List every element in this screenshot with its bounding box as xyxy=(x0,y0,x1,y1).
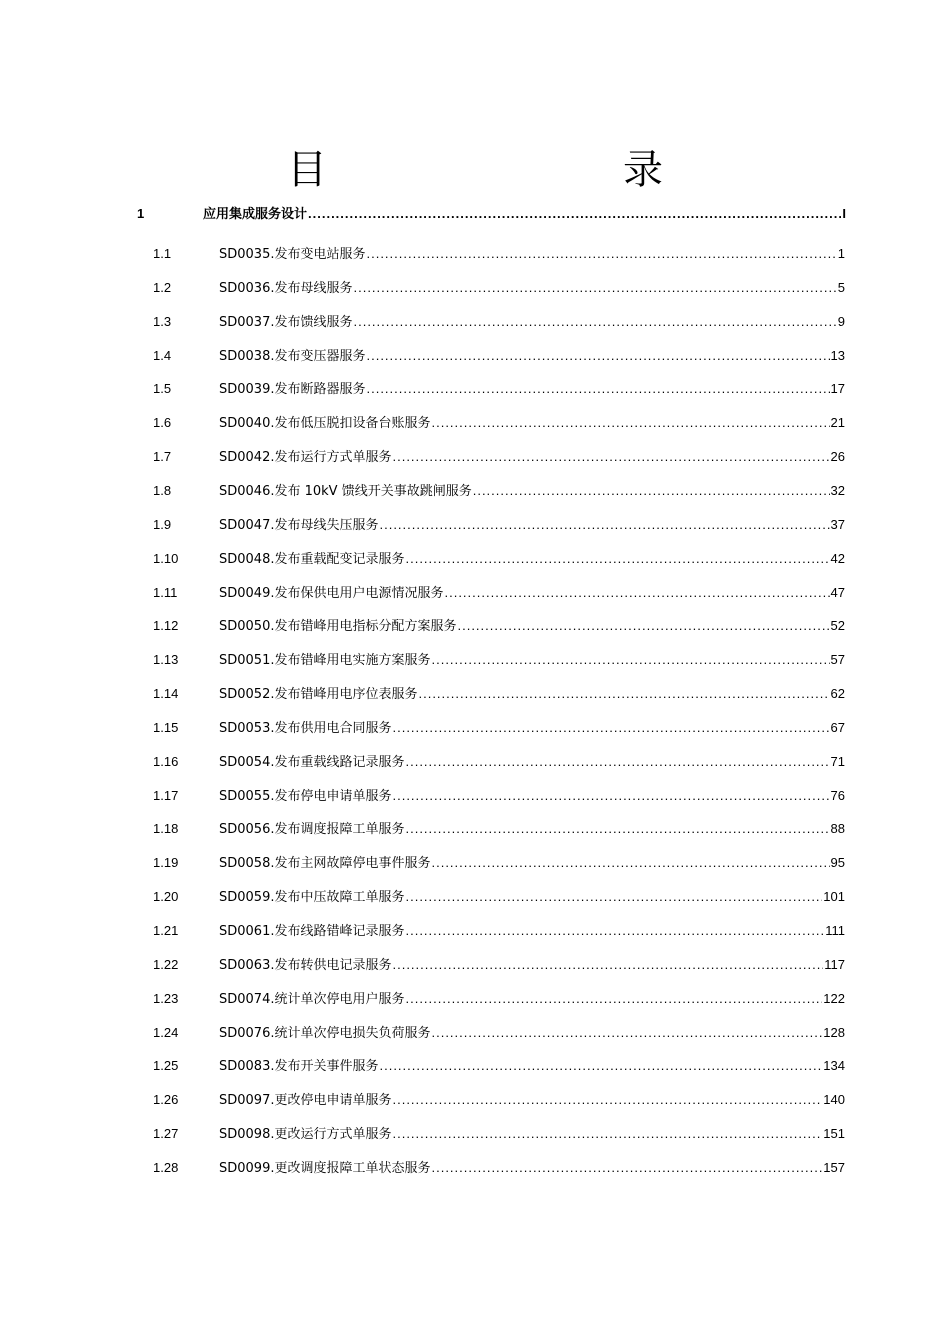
toc-page-number: 71 xyxy=(830,754,845,769)
toc-entry-row[interactable] xyxy=(0,716,950,740)
toc-entry-row[interactable] xyxy=(0,614,950,638)
toc-number: 1.15 xyxy=(153,720,179,735)
toc-page-number: 37 xyxy=(830,517,845,532)
toc-dot-leader xyxy=(366,242,836,266)
toc-entry-row[interactable] xyxy=(0,885,950,909)
toc-dot-leader xyxy=(444,581,829,605)
toc-page-number: 13 xyxy=(830,348,845,363)
toc-page-number: I xyxy=(842,206,846,221)
toc-page-number: 9 xyxy=(837,314,845,329)
toc-heading-text: SD0054.发布重载线路记录服务 xyxy=(219,755,405,770)
toc-entry-row[interactable] xyxy=(0,276,950,300)
toc-heading-text: SD0051.发布错峰用电实施方案服务 xyxy=(219,653,431,668)
toc-page-number: 52 xyxy=(830,618,845,633)
toc-entry-row[interactable] xyxy=(0,851,950,875)
toc-number: 1.3 xyxy=(153,314,172,329)
toc-page-number: 5 xyxy=(837,280,845,295)
toc-heading-text: SD0038.发布变压器服务 xyxy=(219,349,366,364)
toc-entry-row[interactable] xyxy=(0,445,950,469)
toc-heading-text: SD0039.发布断路器服务 xyxy=(219,382,366,397)
toc-number: 1.21 xyxy=(153,923,179,938)
toc-number: 1.22 xyxy=(153,957,179,972)
toc-heading-text: SD0076.统计单次停电损失负荷服务 xyxy=(219,1026,431,1041)
toc-page-number: 32 xyxy=(830,483,845,498)
toc-number: 1.19 xyxy=(153,855,179,870)
toc-page-number: 157 xyxy=(823,1160,845,1175)
toc-number: 1.4 xyxy=(153,348,172,363)
toc-page-number: 76 xyxy=(830,788,845,803)
toc-heading-text: SD0058.发布主网故障停电事件服务 xyxy=(219,856,431,871)
toc-dot-leader xyxy=(405,750,829,774)
toc-entry-row[interactable] xyxy=(0,310,950,334)
toc-entry-row[interactable] xyxy=(0,411,950,435)
toc-dot-leader xyxy=(431,1156,822,1180)
toc-entry-row[interactable] xyxy=(0,1156,950,1180)
toc-title: 目 录 xyxy=(287,147,735,193)
toc-heading-text: SD0083.发布开关事件服务 xyxy=(219,1059,379,1074)
toc-page-number: 67 xyxy=(830,720,845,735)
toc-heading-text: SD0037.发布馈线服务 xyxy=(219,315,353,330)
toc-number: 1.9 xyxy=(153,517,172,532)
toc-dot-leader xyxy=(392,784,829,808)
toc-number: 1.10 xyxy=(153,551,179,566)
toc-dot-leader xyxy=(431,851,829,875)
toc-dot-leader xyxy=(457,614,829,638)
toc-page-number: 95 xyxy=(830,855,845,870)
toc-entry-row[interactable] xyxy=(0,1088,950,1112)
toc-entry-row[interactable] xyxy=(0,953,950,977)
toc-heading-text: 应用集成服务设计 xyxy=(203,207,308,222)
toc-dot-leader xyxy=(392,716,829,740)
toc-number: 1.13 xyxy=(153,652,179,667)
toc-dot-leader xyxy=(392,1088,822,1112)
toc-entry-row[interactable] xyxy=(0,513,950,537)
toc-dot-leader xyxy=(405,817,829,841)
toc-heading-text: SD0047.发布母线失压服务 xyxy=(219,518,379,533)
toc-heading-text: SD0063.发布转供电记录服务 xyxy=(219,958,392,973)
toc-dot-leader xyxy=(379,513,829,537)
toc-entry-row[interactable] xyxy=(0,648,950,672)
toc-heading-text: SD0040.发布低压脱扣设备台账服务 xyxy=(219,416,431,431)
toc-page-number: 47 xyxy=(830,585,845,600)
toc-dot-leader xyxy=(418,682,829,706)
toc-heading-text: SD0050.发布错峰用电指标分配方案服务 xyxy=(219,619,457,634)
toc-entry-row[interactable] xyxy=(0,682,950,706)
toc-dot-leader xyxy=(353,310,836,334)
toc-heading-text: SD0052.发布错峰用电序位表服务 xyxy=(219,687,418,702)
toc-dot-leader xyxy=(392,445,829,469)
toc-entry-row[interactable] xyxy=(0,919,950,943)
toc-heading-text: SD0036.发布母线服务 xyxy=(219,281,353,296)
toc-number: 1.7 xyxy=(153,449,172,464)
toc-dot-leader xyxy=(392,953,823,977)
toc-page-number: 101 xyxy=(823,889,845,904)
toc-entry-row[interactable] xyxy=(0,750,950,774)
toc-page-number: 17 xyxy=(830,381,845,396)
toc-number: 1.11 xyxy=(153,585,178,600)
toc-entry-row[interactable] xyxy=(0,817,950,841)
toc-heading-text: SD0099.更改调度报障工单状态服务 xyxy=(219,1161,431,1176)
toc-number: 1 xyxy=(137,206,145,221)
toc-dot-leader xyxy=(431,648,829,672)
toc-page-number: 1 xyxy=(837,246,845,261)
toc-page-number: 42 xyxy=(830,551,845,566)
toc-page-number: 62 xyxy=(830,686,845,701)
toc-entry-row[interactable] xyxy=(0,344,950,368)
toc-entry-row[interactable] xyxy=(0,1122,950,1146)
toc-dot-leader xyxy=(366,377,829,401)
toc-number: 1.1 xyxy=(153,246,172,261)
toc-number: 1.24 xyxy=(153,1025,179,1040)
toc-heading-text: SD0098.更改运行方式单服务 xyxy=(219,1127,392,1142)
toc-number: 1.5 xyxy=(153,381,172,396)
toc-dot-leader xyxy=(353,276,836,300)
toc-heading-text: SD0056.发布调度报障工单服务 xyxy=(219,822,405,837)
toc-number: 1.17 xyxy=(153,788,179,803)
toc-heading-text: SD0046.发布 10kV 馈线开关事故跳闸服务 xyxy=(219,484,472,499)
toc-heading-text: SD0097.更改停电申请单服务 xyxy=(219,1093,392,1108)
toc-entry-row[interactable] xyxy=(0,1021,950,1045)
toc-number: 1.26 xyxy=(153,1092,179,1107)
toc-entry-row[interactable] xyxy=(0,547,950,571)
toc-entry-row[interactable] xyxy=(0,581,950,605)
toc-heading-text: SD0059.发布中压故障工单服务 xyxy=(219,890,405,905)
toc-page-number: 140 xyxy=(823,1092,845,1107)
toc-dot-leader xyxy=(405,885,822,909)
toc-entry-row[interactable] xyxy=(0,242,950,266)
toc-dot-leader xyxy=(473,479,830,503)
toc-section-row[interactable] xyxy=(0,202,950,226)
toc-heading-text: SD0035.发布变电站服务 xyxy=(219,247,366,262)
toc-page-number: 151 xyxy=(823,1126,845,1141)
toc-page-number: 117 xyxy=(824,957,845,972)
toc-dot-leader xyxy=(379,1054,822,1078)
toc-dot-leader xyxy=(392,1122,822,1146)
toc-dot-leader xyxy=(405,547,829,571)
toc-number: 1.6 xyxy=(153,415,172,430)
toc-dot-leader xyxy=(405,987,822,1011)
toc-number: 1.28 xyxy=(153,1160,179,1175)
toc-dot-leader xyxy=(431,411,829,435)
toc-heading-text: SD0074.统计单次停电用户服务 xyxy=(219,992,405,1007)
toc-number: 1.2 xyxy=(153,280,172,295)
toc-number: 1.20 xyxy=(153,889,179,904)
toc-number: 1.25 xyxy=(153,1058,179,1073)
toc-entry-row[interactable] xyxy=(0,1054,950,1078)
toc-heading-text: SD0049.发布保供电用户电源情况服务 xyxy=(219,586,444,601)
toc-number: 1.16 xyxy=(153,754,179,769)
toc-heading-text: SD0053.发布供用电合同服务 xyxy=(219,721,392,736)
toc-page-number: 26 xyxy=(830,449,845,464)
toc-number: 1.14 xyxy=(153,686,179,701)
toc-page-number: 111 xyxy=(825,923,845,938)
toc-number: 1.27 xyxy=(153,1126,179,1141)
toc-entry-row[interactable] xyxy=(0,479,950,503)
toc-dot-leader xyxy=(405,919,824,943)
toc-dot-leader xyxy=(366,344,829,368)
toc-dot-leader xyxy=(431,1021,822,1045)
toc-dot-leader xyxy=(308,202,841,226)
toc-page-number: 21 xyxy=(830,415,845,430)
toc-number: 1.8 xyxy=(153,483,172,498)
toc-entry-row[interactable] xyxy=(0,377,950,401)
toc-heading-text: SD0042.发布运行方式单服务 xyxy=(219,450,392,465)
toc-entry-row[interactable] xyxy=(0,987,950,1011)
toc-page-number: 88 xyxy=(830,821,845,836)
toc-heading-text: SD0061.发布线路错峰记录服务 xyxy=(219,924,405,939)
toc-heading-text: SD0048.发布重载配变记录服务 xyxy=(219,552,405,567)
toc-page-number: 128 xyxy=(823,1025,845,1040)
toc-page-number: 134 xyxy=(823,1058,845,1073)
toc-number: 1.23 xyxy=(153,991,179,1006)
toc-page-number: 122 xyxy=(823,991,845,1006)
toc-number: 1.12 xyxy=(153,618,179,633)
toc-number: 1.18 xyxy=(153,821,179,836)
toc-entry-row[interactable] xyxy=(0,784,950,808)
toc-page-number: 57 xyxy=(830,652,845,667)
toc-heading-text: SD0055.发布停电申请单服务 xyxy=(219,789,392,804)
